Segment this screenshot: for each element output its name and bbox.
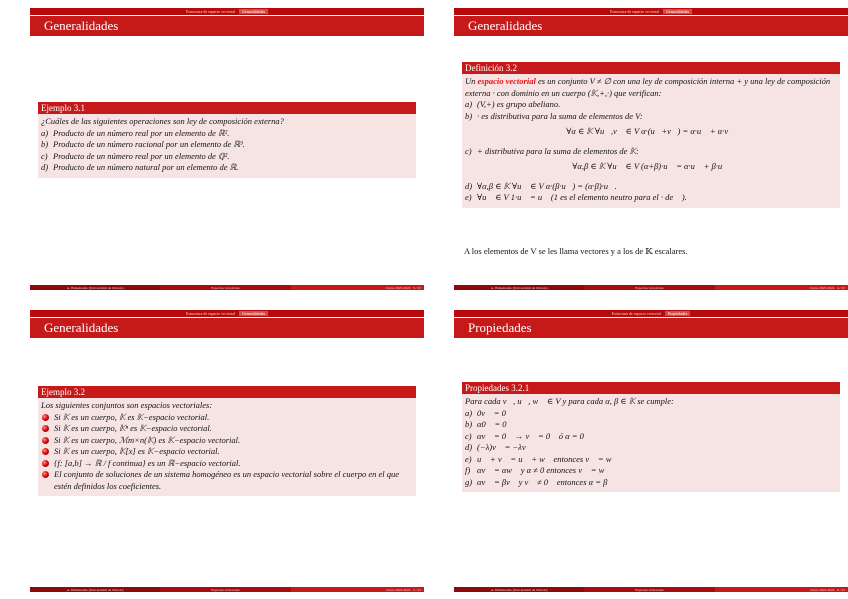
slide-footer [454, 587, 848, 592]
keyword: espacio vectorial [477, 76, 536, 86]
list-item: a) 0v⃗ = 0⃗ [465, 407, 513, 418]
slide-title: Generalidades [30, 16, 424, 36]
slide-title: Generalidades [30, 318, 424, 338]
footer-author: A. Bahamonde (Universidad de Oviedo) [454, 285, 584, 290]
bullet-ball-icon [42, 460, 49, 467]
display-formula: ∀α,β ∈ 𝕂 ∀u⃗ ∈ V (α+β)·u⃗ = α·u⃗ + β·u⃗ [572, 161, 729, 171]
slide-title: Propiedades [454, 318, 848, 338]
list-item: e) u⃗ + v⃗ = u⃗ + w⃗ entonces v⃗ = w⃗ [465, 453, 618, 464]
footer-course: Curso 2023-2024 3 / 45 [291, 285, 424, 290]
list-item: e) ∀u⃗ ∈ V 1·u⃗ = u⃗ (1 es el elemento neutro para el · de 𝕂). [465, 192, 687, 202]
slide-title: Generalidades [454, 16, 848, 36]
footer-course: Curso 2023-2024 5 / 45 [291, 587, 424, 592]
page-number: 3 / 45 [413, 285, 421, 290]
block-title: Ejemplo 3.1 [38, 102, 416, 114]
bullet-ball-icon [42, 425, 49, 432]
block-intro: Los siguientes conjuntos son espacios vectoriales: [41, 400, 213, 410]
slide-footer [30, 285, 424, 290]
list-item: g) αv⃗ = βv⃗ y v⃗ ≠ 0⃗ entonces α = β [465, 476, 608, 487]
footer-topic: Espacios vectoriales [160, 285, 290, 290]
slide-ejemplo-3-1 [30, 8, 424, 290]
block-title: Definición 3.2 [462, 62, 840, 74]
slide-nav-bar [30, 310, 424, 317]
list-item: {f: [a,b] → ℝ / f continua} es un ℝ−espacio vectorial. [41, 458, 412, 470]
bullet-ball-icon [42, 437, 49, 444]
bullet-ball-icon [42, 448, 49, 455]
definition-remark: A los elementos de V se les llama vectores y a los de 𝕂 escalares. [464, 246, 688, 256]
list-item: c) Producto de un número real por un elemento de ℚ². [41, 150, 230, 161]
block-question: ¿Cuáles de las siguientes operaciones son ley de composición externa? [41, 116, 284, 126]
nav-subsection[interactable]: Propiedades [665, 311, 691, 316]
list-item: c) + distributiva para la suma de elementos de 𝕂: [465, 145, 639, 156]
nav-section[interactable]: Estructura de espacio vectorial [185, 311, 236, 316]
list-item: b) α0⃗ = 0⃗ [465, 419, 514, 429]
slide-footer [30, 587, 424, 592]
definition-block [462, 62, 840, 208]
slide-definicion-3-2 [454, 8, 848, 290]
list-item: b) · es distributiva para la suma de elementos de V: [465, 110, 643, 121]
list-item: Si 𝕂 es un cuerpo, 𝕂ⁿ es 𝕂−espacio vectorial. [41, 423, 412, 435]
list-item: a) Producto de un número real por un elemento de ℝ². [41, 127, 230, 138]
slide-footer [454, 285, 848, 290]
footer-author: A. Bahamonde (Universidad de Oviedo) [30, 285, 160, 290]
block-title: Ejemplo 3.2 [38, 386, 416, 398]
nav-subsection[interactable]: Generalidades [663, 9, 692, 14]
slide-ejemplo-3-2 [30, 310, 424, 592]
bullet-ball-icon [42, 414, 49, 421]
list-item: d) Producto de un número natural por un elemento de ℝ. [41, 162, 239, 172]
footer-topic: Espacios vectoriales [160, 587, 290, 592]
nav-subsection[interactable]: Generalidades [239, 9, 268, 14]
slide-propiedades-3-2-1 [454, 310, 848, 592]
slide-nav-bar [30, 8, 424, 15]
slide-nav-bar [454, 310, 848, 317]
nav-section[interactable]: Estructura de espacio vectorial [185, 9, 236, 14]
page-number: 6 / 45 [837, 587, 845, 592]
page-number: 5 / 45 [413, 587, 421, 592]
footer-topic: Espacios vectoriales [584, 587, 714, 592]
list-item: b) Producto de un número racional por un elemento de ℝ³. [41, 139, 245, 149]
slide-nav-bar [454, 8, 848, 15]
list-item: El conjunto de soluciones de un sistema homogéneo es un espacio vectorial sobre el cuerpo en el que estén definidos los coeficientes. [41, 469, 412, 492]
example-block [38, 102, 416, 178]
bullet-ball-icon [42, 471, 49, 478]
block-title: Propiedades 3.2.1 [462, 382, 840, 394]
footer-course: Curso 2023-2024 4 / 45 [715, 285, 848, 290]
nav-section[interactable]: Estructura de espacio vectorial [611, 311, 661, 316]
properties-block [462, 382, 840, 492]
footer-author: A. Bahamonde (Universidad de Oviedo) [30, 587, 160, 592]
footer-course: Curso 2023-2024 6 / 45 [715, 587, 848, 592]
footer-topic: Espacios vectoriales [584, 285, 714, 290]
list-item: Si 𝕂 es un cuerpo, 𝕂[x] es 𝕂−espacio vectorial. [41, 446, 412, 458]
example-block [38, 386, 416, 496]
page-number: 4 / 45 [837, 285, 845, 290]
block-intro: Para cada v⃗, u⃗, w⃗ ∈ V y para cada α, β ∈ 𝕂 se cumple: [465, 396, 674, 406]
display-formula: ∀α ∈ 𝕂 ∀u⃗,v⃗ ∈ V α·(u⃗+v⃗) = α·u⃗ + α·v⃗ [566, 126, 735, 136]
list-item: Si 𝕂 es un cuerpo, 𝕂 es 𝕂−espacio vectorial. [41, 412, 412, 424]
list-item: d) ∀α,β ∈ 𝕂 ∀u⃗ ∈ V α·(β·u⃗) = (α·β)·u⃗. [465, 180, 617, 191]
definition-intro: Un espacio vectorial es un conjunto V ≠ ∅ con una ley de composición interna + y una ley de composición externa · con dominio en un cuerpo (𝕂,+,·) que verifican: [465, 76, 831, 98]
list-item: f) αv⃗ = αw⃗ y α ≠ 0 entonces v⃗ = w⃗ [465, 465, 611, 475]
footer-author: A. Bahamonde (Universidad de Oviedo) [454, 587, 584, 592]
list-item: d) (−λ)v⃗ = −λv⃗ [465, 442, 533, 452]
nav-subsection[interactable]: Generalidades [239, 311, 268, 316]
nav-section[interactable]: Estructura de espacio vectorial [609, 9, 660, 14]
list-item: a) (V,+) es grupo abeliano. [465, 99, 561, 109]
list-item: c) αv⃗ = 0⃗ → v⃗ = 0⃗ ó α = 0 [465, 430, 584, 441]
list-item: Si 𝕂 es un cuerpo, ℳm×n(𝕂) es 𝕂−espacio vectorial. [41, 435, 412, 447]
